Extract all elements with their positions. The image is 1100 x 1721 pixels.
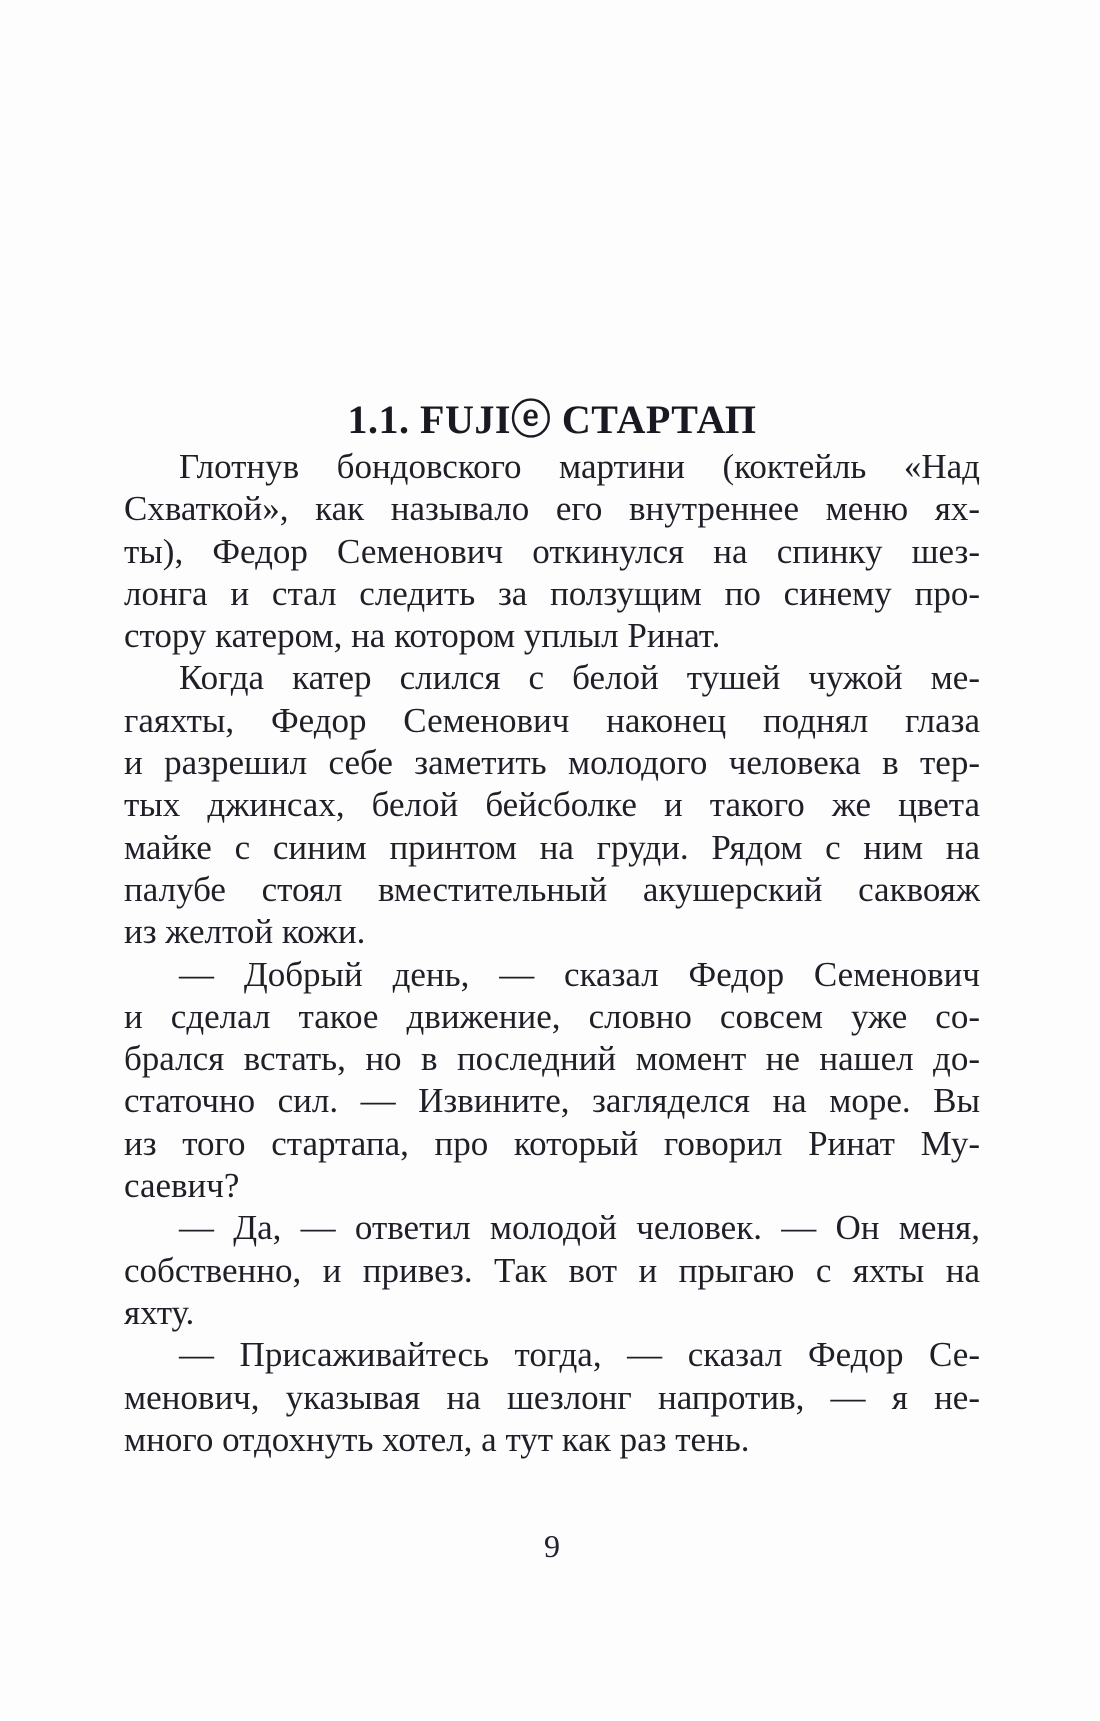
paragraph (124, 1334, 980, 1461)
text-line: и разрешил себе заметить молодого человека в тер- (124, 743, 980, 783)
text-line: майке с синим принтом на груди. Рядом с ним на (124, 827, 980, 867)
text-line: стору катером, на котором уплыл Ринат. (124, 616, 721, 656)
text-line: Схваткой», как называло его внутреннее меню ях- (124, 489, 980, 529)
text-line: брался встать, но в последний момент не нашел до- (124, 1039, 980, 1079)
text-line: — Да, — ответил молодой человек. — Он меня, (179, 1208, 980, 1248)
text-line: тых джинсах, белой бейсболке и такого же цвета (124, 785, 980, 825)
chapter-heading: 1.1. FUJIⓔ СТАРТАП (347, 397, 757, 442)
text-line: гаяхты, Федор Семенович наконец поднял глаза (124, 700, 980, 740)
paragraph (124, 1207, 980, 1334)
text-line: ты), Федор Семенович откинулся на спинку шез- (124, 531, 980, 571)
text-line: много отдохнуть хотел, а тут как раз тень. (124, 1419, 750, 1459)
page-number: 9 (544, 1528, 560, 1564)
page-body (124, 446, 980, 1461)
text-line: из того стартапа, про который говорил Ринат Му- (124, 1123, 980, 1163)
text-line: — Добрый день, — сказал Федор Семенович (179, 954, 980, 994)
text-line: палубе стоял вместительный акушерский саквояж (124, 869, 980, 909)
paragraph (124, 954, 980, 1208)
text-line: — Присаживайтесь тогда, — сказал Федор Се- (179, 1335, 980, 1375)
text-line: менович, указывая на шезлонг напротив, — я не- (124, 1377, 980, 1417)
text-line: Когда катер слился с белой тушей чужой ме- (179, 658, 980, 698)
paragraph (124, 446, 980, 657)
text-line: саевич? (124, 1166, 240, 1206)
text-line: яхту. (124, 1292, 195, 1332)
text-line: статочно сил. — Извините, загляделся на море. Вы (124, 1081, 980, 1121)
text-line: и сделал такое движение, словно совсем уже со- (124, 996, 980, 1036)
text-line: лонга и стал следить за ползущим по синему про- (124, 573, 980, 613)
text-line: собственно, и привез. Так вот и прыгаю с яхты на (124, 1250, 980, 1290)
paragraph (124, 657, 980, 953)
text-line: из желтой кожи. (124, 912, 366, 952)
text-line: Глотнув бондовского мартини (коктейль «Над (179, 447, 980, 486)
